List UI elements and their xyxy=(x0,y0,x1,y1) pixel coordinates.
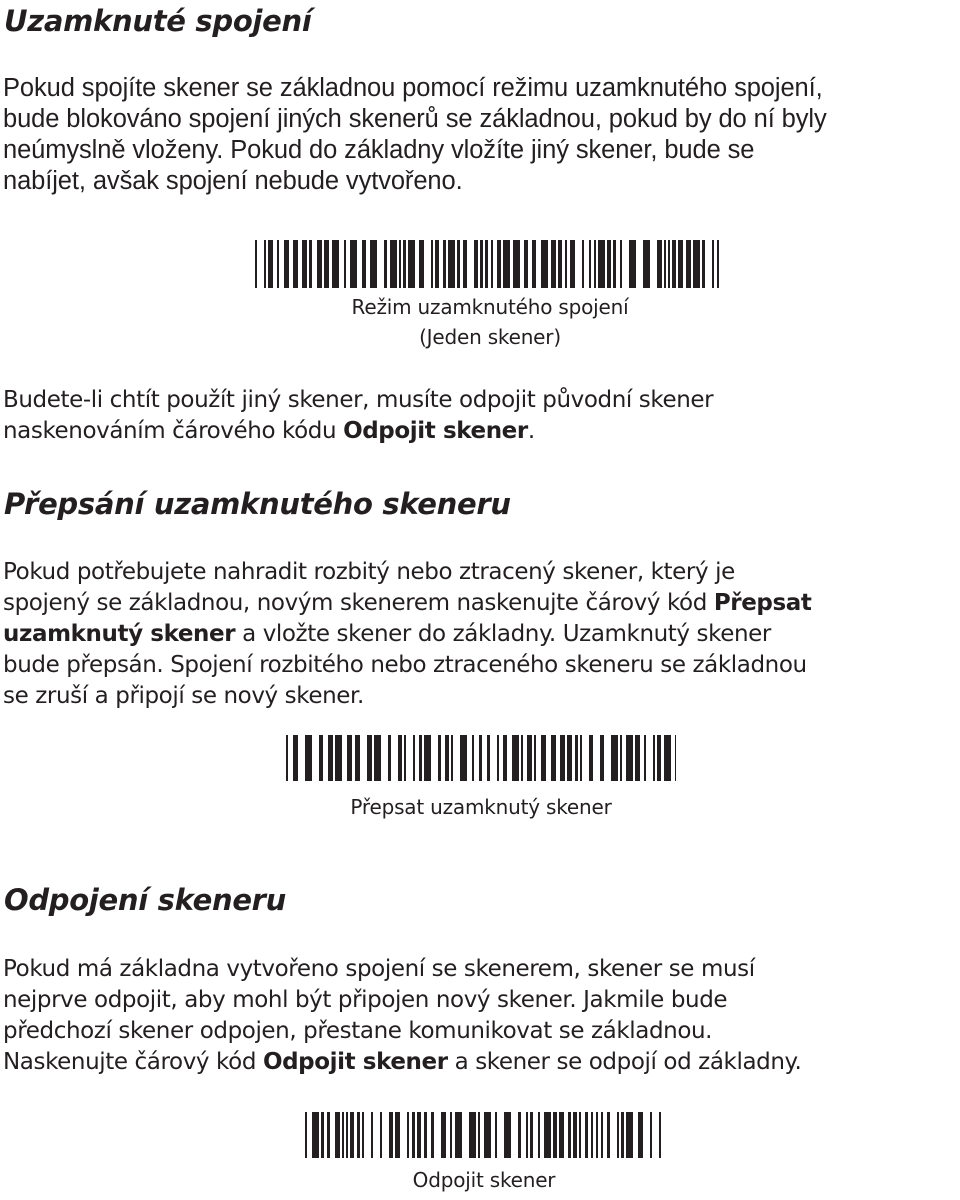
text-line: Pokud potřebujete nahradit rozbitý nebo ztracený skener, který je xyxy=(3,559,735,585)
barcode-bar xyxy=(565,240,567,288)
barcode-bar xyxy=(664,240,666,288)
barcode-bar xyxy=(664,735,671,781)
barcode-bar xyxy=(309,240,312,288)
barcode-bar xyxy=(600,735,604,781)
barcode-bar xyxy=(435,240,439,288)
text-run: spojený se základnou, novým skenerem naskenujte čárový kód xyxy=(3,590,714,616)
barcode-bar xyxy=(312,1112,319,1158)
barcode-bar xyxy=(551,735,556,781)
barcode-bar xyxy=(575,735,578,781)
barcode-bar xyxy=(712,240,714,288)
barcode-bar xyxy=(551,240,556,288)
barcode-bar xyxy=(350,1112,354,1158)
barcode-bar xyxy=(469,1112,476,1158)
barcode-bar xyxy=(445,735,449,781)
barcode-bar xyxy=(302,240,307,288)
barcode-bar xyxy=(503,240,510,288)
barcode-bar xyxy=(407,1112,409,1158)
barcode-bar xyxy=(474,240,478,288)
barcode-bar xyxy=(328,735,333,781)
barcode-bar xyxy=(305,735,312,781)
barcode-bar xyxy=(686,240,691,288)
caption-line: Přepsat uzamknutý skener xyxy=(350,795,612,819)
barcode-bar xyxy=(629,240,636,288)
barcode-bar xyxy=(596,1112,598,1158)
barcode-bar xyxy=(594,240,596,288)
bold-barcode-name: uzamknutý skener xyxy=(3,621,236,647)
text-line xyxy=(3,416,713,447)
barcode-bar xyxy=(319,735,323,781)
barcode-bar xyxy=(463,240,467,288)
barcode-bar xyxy=(570,240,575,288)
barcode-caption-locked-link xyxy=(255,292,725,352)
barcode-bar xyxy=(626,735,633,781)
barcode-bar xyxy=(332,240,339,288)
bold-barcode-name: Odpojit skener xyxy=(262,1049,448,1075)
barcode-bar xyxy=(485,240,488,288)
text-line xyxy=(3,588,812,619)
barcode-bar xyxy=(585,1112,588,1158)
barcode-bar xyxy=(657,240,662,288)
barcode-bar xyxy=(347,735,352,781)
barcode-bar xyxy=(438,735,441,781)
text-line xyxy=(3,1047,801,1078)
barcode-bar xyxy=(390,240,397,288)
barcode-bar xyxy=(589,240,591,288)
barcode-bar xyxy=(497,240,501,288)
barcode-bar xyxy=(395,1112,400,1158)
barcode-bar xyxy=(344,240,346,288)
barcode-bar xyxy=(350,240,357,288)
barcode-bar xyxy=(524,240,528,288)
barcode-bar xyxy=(346,1112,348,1158)
barcode-bar xyxy=(264,240,266,288)
barcode-bar xyxy=(702,240,705,288)
barcode-bar xyxy=(621,1112,624,1158)
barcode-bar xyxy=(460,735,467,781)
barcode-bar xyxy=(431,1112,434,1158)
barcode-bar xyxy=(541,735,546,781)
barcode-bar xyxy=(388,735,391,781)
text-line xyxy=(3,619,812,650)
barcode-bar xyxy=(255,240,257,288)
barcode-bar xyxy=(573,1112,577,1158)
barcode-bar xyxy=(431,240,433,288)
barcode-bar xyxy=(487,735,490,781)
barcode-bar xyxy=(601,1112,603,1158)
text-run: . xyxy=(527,418,535,444)
barcode-bar xyxy=(412,1112,415,1158)
barcode-bar xyxy=(530,1112,533,1158)
caption-line: Odpojit skener xyxy=(412,1168,556,1192)
barcode-bar xyxy=(268,240,273,288)
barcode-bar xyxy=(367,735,372,781)
barcode-bar xyxy=(518,1112,521,1158)
text-line: bude přepsán. Spojení rozbitého nebo ztraceného skeneru se základnou xyxy=(3,652,807,678)
barcode-bar xyxy=(277,240,279,288)
barcode-locked-link-mode[interactable] xyxy=(255,240,725,288)
barcode-bar xyxy=(491,240,493,288)
barcode-bar xyxy=(293,240,298,288)
barcode-bar xyxy=(553,1112,557,1158)
barcode-bar xyxy=(479,735,482,781)
barcode-bar xyxy=(480,240,483,288)
barcode-bar xyxy=(384,240,387,288)
barcode-bar xyxy=(591,1112,593,1158)
barcode-bar xyxy=(638,1112,643,1158)
barcode-bar xyxy=(284,240,289,288)
barcode-bar xyxy=(478,1112,480,1158)
barcode-bar xyxy=(589,735,593,781)
text-line: se zruší a připojí se nový skener. xyxy=(3,683,364,709)
barcode-bar xyxy=(451,735,453,781)
barcode-bar xyxy=(495,1112,497,1158)
heading-unlink-scanner: Odpojení skeneru xyxy=(4,883,287,917)
barcode-bar xyxy=(579,1112,581,1158)
bold-barcode-name: Odpojit skener xyxy=(343,418,528,444)
text-run: a skener se odpojí od základny. xyxy=(447,1049,802,1075)
barcode-bar xyxy=(327,1112,330,1158)
bold-barcode-name: Přepsat xyxy=(713,590,812,616)
barcode-override-locked[interactable] xyxy=(286,735,676,781)
barcode-bar xyxy=(635,735,640,781)
barcode-bar xyxy=(717,240,719,288)
text-run: Naskenujte čárový kód xyxy=(3,1049,263,1075)
barcode-bar xyxy=(659,1112,661,1158)
barcode-bar xyxy=(580,735,582,781)
barcode-bar xyxy=(335,735,342,781)
barcode-bar xyxy=(497,735,499,781)
barcode-bar xyxy=(620,240,622,288)
barcode-bar xyxy=(455,1112,462,1158)
heading-override-locked: Přepsání uzamknutého skeneru xyxy=(4,487,511,521)
barcode-bar xyxy=(538,1112,540,1158)
paragraph-override-locked xyxy=(3,557,812,712)
caption-line: (Jeden skener) xyxy=(419,325,561,349)
text-line: Budete-li chtít použít jiný skener, musíte odpojit původní skener xyxy=(3,387,714,413)
text-line: nejprve odpojit, aby mohl být připojen nový skener. Jakmile bude xyxy=(3,987,728,1013)
barcode-bar xyxy=(380,1112,382,1158)
barcode-bar xyxy=(675,735,676,781)
barcode-bar xyxy=(527,735,532,781)
barcode-bar xyxy=(399,240,401,288)
barcode-bar xyxy=(317,240,322,288)
barcode-bar xyxy=(450,1112,452,1158)
barcode-bar xyxy=(617,1112,619,1158)
barcode-bar xyxy=(362,240,366,288)
barcode-bar xyxy=(472,735,474,781)
barcode-bar xyxy=(626,1112,633,1158)
barcode-bar xyxy=(448,240,455,288)
barcode-bar xyxy=(503,735,507,781)
barcode-bar xyxy=(668,240,670,288)
barcode-bar xyxy=(417,1112,421,1158)
barcode-caption-override-locked xyxy=(286,792,676,822)
barcode-bar xyxy=(521,735,523,781)
barcode-bar xyxy=(419,735,422,781)
text-run: naskenováním čárového kódu xyxy=(3,418,344,444)
barcode-bar xyxy=(582,240,584,288)
barcode-bar xyxy=(441,1112,446,1158)
text-line: Pokud spojíte skener se základnou pomocí režimu uzamknutého spojení, xyxy=(3,74,823,102)
barcode-bar xyxy=(644,735,646,781)
barcode-bar xyxy=(342,1112,344,1158)
barcode-bar xyxy=(419,240,424,288)
barcode-bar xyxy=(607,240,611,288)
barcode-bar xyxy=(620,735,622,781)
paragraph-locked-link-intro xyxy=(3,73,827,197)
barcode-bar xyxy=(657,735,661,781)
barcode-bar xyxy=(324,240,329,288)
barcode-bar xyxy=(532,240,536,288)
barcode-bar xyxy=(484,1112,491,1158)
barcode-bar xyxy=(678,240,683,288)
text-line: neúmyslně vloženy. Pokud do základny vložíte jiný skener, bude se xyxy=(3,136,755,164)
barcode-bar xyxy=(611,735,618,781)
text-line: nabíjet, avšak spojení nebude vytvořeno. xyxy=(3,167,463,195)
paragraph-unlink-scanner xyxy=(3,954,801,1078)
barcode-bar xyxy=(362,1112,364,1158)
barcode-bar xyxy=(404,735,406,781)
barcode-bar xyxy=(457,240,460,288)
barcode-bar xyxy=(374,735,381,781)
text-line: předchozí skener odpojen, přestane komunikovat se základnou. xyxy=(3,1018,713,1044)
barcode-bar xyxy=(568,1112,571,1158)
barcode-bar xyxy=(544,1112,551,1158)
text-line: bude blokováno spojení jiných skenerů se základnou, pokud by do ní byly xyxy=(3,105,827,133)
barcode-bar xyxy=(613,240,616,288)
barcode-bar xyxy=(403,240,406,288)
text-line: Pokud má základna vytvořeno spojení se skenerem, skener se musí xyxy=(3,956,755,982)
barcode-bar xyxy=(693,240,700,288)
barcode-bar xyxy=(408,240,415,288)
text-run: a vložte skener do základny. Uzamknutý skener xyxy=(235,621,771,647)
barcode-bar xyxy=(286,735,288,781)
barcode-bar xyxy=(653,735,655,781)
barcode-bar xyxy=(643,240,650,288)
barcode-bar xyxy=(526,1112,528,1158)
paragraph-unlink-instruction xyxy=(3,385,713,447)
barcode-bar xyxy=(559,1112,564,1158)
barcode-bar xyxy=(305,1112,307,1158)
barcode-bar xyxy=(598,240,605,288)
barcode-bar xyxy=(398,735,402,781)
barcode-bar xyxy=(567,735,572,781)
barcode-bar xyxy=(389,1112,393,1158)
heading-locked-link: Uzamknuté spojení xyxy=(4,4,312,38)
barcode-bar xyxy=(512,735,519,781)
barcode-bar xyxy=(558,240,562,288)
caption-line: Režim uzamknutého spojení xyxy=(351,295,629,319)
barcode-bar xyxy=(355,735,360,781)
barcode-bar xyxy=(321,1112,324,1158)
barcode-bar xyxy=(513,240,520,288)
barcode-bar xyxy=(413,735,415,781)
barcode-caption-unlink xyxy=(305,1165,663,1195)
barcode-bar xyxy=(650,1112,652,1158)
barcode-bar xyxy=(335,1112,340,1158)
barcode-bar xyxy=(504,1112,511,1158)
barcode-bar xyxy=(541,240,548,288)
barcode-bar xyxy=(424,1112,427,1158)
barcode-bar xyxy=(293,735,298,781)
barcode-bar xyxy=(370,240,377,288)
barcode-bar xyxy=(443,240,446,288)
barcode-bar xyxy=(607,1112,610,1158)
barcode-bar xyxy=(534,735,536,781)
barcode-unlink-scanner[interactable] xyxy=(305,1112,663,1158)
barcode-bar xyxy=(424,735,431,781)
barcode-bar xyxy=(672,240,676,288)
barcode-bar xyxy=(357,1112,360,1158)
barcode-bar xyxy=(560,735,565,781)
barcode-bar xyxy=(371,1112,373,1158)
